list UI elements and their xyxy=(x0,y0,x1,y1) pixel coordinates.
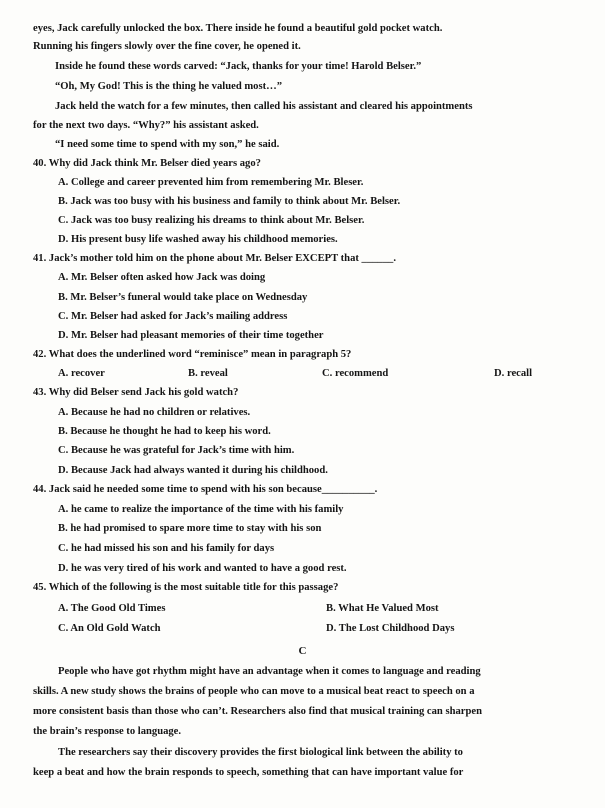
passage-line: skills. A new study shows the brains of people who can move to a musical beat react to speech on a xyxy=(33,686,475,697)
option-43-c: C. Because he was grateful for Jack’s time with him. xyxy=(58,445,295,456)
passage-line: People who have got rhythm might have an advantage when it comes to language and reading xyxy=(58,666,481,677)
section-heading: C xyxy=(298,645,307,657)
question-42 xyxy=(33,348,351,362)
option-44-d: D. he was very tired of his work and wanted to have a good rest. xyxy=(58,563,347,574)
option-40-c: C. Jack was too busy realizing his dreams to think about Mr. Belser. xyxy=(58,215,365,226)
passage-line: Inside he found these words carved: “Jack, thanks for your time! Harold Belser.” xyxy=(55,61,422,72)
option-41-d: D. Mr. Belser had pleasant memories of their time together xyxy=(58,330,324,341)
option-43-b: B. Because he thought he had to keep his word. xyxy=(58,426,271,437)
option-40-d: D. His present busy life washed away his childhood memories. xyxy=(58,234,338,245)
option-43-a: A. Because he had no children or relatives. xyxy=(58,407,251,418)
option-45-d: D. The Lost Childhood Days xyxy=(326,623,455,634)
option-45-a: A. The Good Old Times xyxy=(58,603,166,614)
passage-line: the brain’s response to language. xyxy=(33,726,182,737)
option-40-b: B. Jack was too busy with his business and family to think about Mr. Belser. xyxy=(58,196,401,207)
question-44 xyxy=(33,483,377,497)
passage-line: keep a beat and how the brain responds to speech, something that can have important value for xyxy=(33,767,464,778)
option-45-b: B. What He Valued Most xyxy=(326,603,439,614)
option-44-a: A. he came to realize the importance of the time with his family xyxy=(58,504,344,515)
option-44-c: C. he had missed his son and his family for days xyxy=(58,543,275,554)
option-42-d: D. recall xyxy=(494,368,533,379)
option-44-b: B. he had promised to spare more time to stay with his son xyxy=(58,523,322,534)
option-40-a: A. College and career prevented him from remembering Mr. Bleser. xyxy=(58,177,364,188)
passage-line: more consistent basis than those who can’t. Researchers also find that musical training can sharpen xyxy=(33,706,482,717)
question-stem: Which of the following is the most suitable title for this passage? xyxy=(48,582,339,593)
passage-line: Jack held the watch for a few minutes, then called his assistant and cleared his appointments xyxy=(55,101,473,112)
question-stem: Why did Jack think Mr. Belser died years ago? xyxy=(48,158,261,169)
question-number: 43. xyxy=(33,387,47,398)
question-stem: Jack’s mother told him on the phone about Mr. Belser EXCEPT that ______. xyxy=(48,253,396,264)
passage-line: for the next two days. “Why?” his assistant asked. xyxy=(33,120,259,131)
question-number: 41. xyxy=(33,253,47,264)
passage-line: The researchers say their discovery provides the first biological link between the ability to xyxy=(58,747,463,758)
option-42-c: C. recommend xyxy=(322,368,389,379)
option-41-a: A. Mr. Belser often asked how Jack was doing xyxy=(58,272,266,283)
passage-line: Running his fingers slowly over the fine cover, he opened it. xyxy=(33,41,301,52)
passage-line: “I need some time to spend with my son,” he said. xyxy=(55,139,280,150)
option-43-d: D. Because Jack had always wanted it during his childhood. xyxy=(58,465,328,476)
question-40 xyxy=(33,157,261,171)
question-41 xyxy=(33,252,396,266)
option-41-b: B. Mr. Belser’s funeral would take place on Wednesday xyxy=(58,292,308,303)
question-43 xyxy=(33,386,238,400)
question-number: 45. xyxy=(33,582,47,593)
question-45 xyxy=(33,581,338,595)
question-number: 40. xyxy=(33,158,47,169)
option-41-c: C. Mr. Belser had asked for Jack’s mailing address xyxy=(58,311,288,322)
passage-line: “Oh, My God! This is the thing he valued most…” xyxy=(55,81,283,92)
passage-line: eyes, Jack carefully unlocked the box. There inside he found a beautiful gold pocket watch. xyxy=(33,23,443,34)
question-number: 44. xyxy=(33,484,47,495)
option-42-a: A. recover xyxy=(58,368,105,379)
question-stem: Why did Belser send Jack his gold watch? xyxy=(48,387,239,398)
question-stem: Jack said he needed some time to spend with his son because__________. xyxy=(48,484,378,495)
question-number: 42. xyxy=(33,349,47,360)
option-42-b: B. reveal xyxy=(188,368,228,379)
question-stem: What does the underlined word “reminisce” mean in paragraph 5? xyxy=(48,349,352,360)
option-45-c: C. An Old Gold Watch xyxy=(58,623,161,634)
